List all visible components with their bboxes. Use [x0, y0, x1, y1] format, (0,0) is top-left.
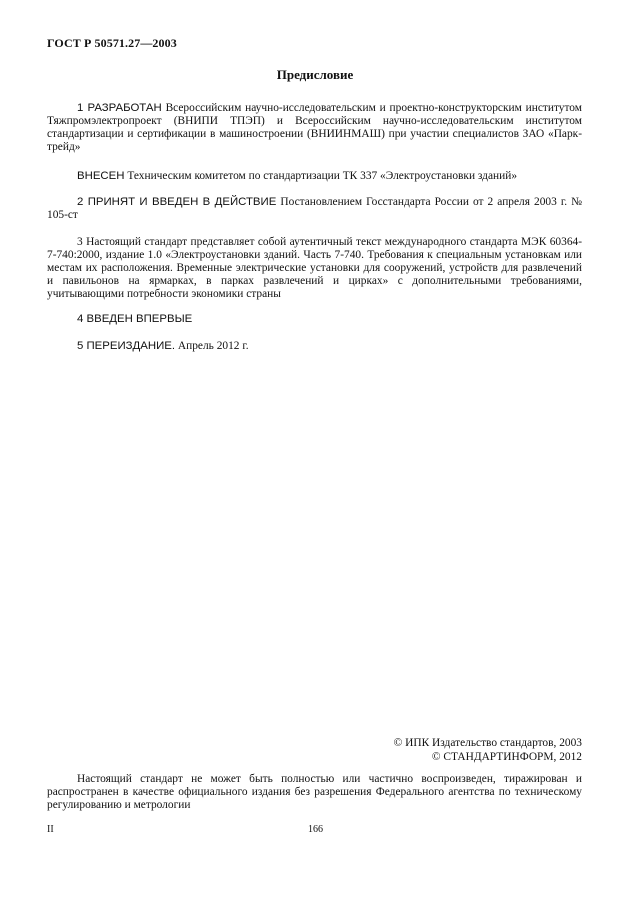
copyright-line-1: © ИПК Издательство стандартов, 2003 — [393, 737, 582, 749]
page-number: 166 — [308, 824, 323, 835]
item-2-text: Постановлением Госстандарта России от 2 апреля 2003 г. № 105-ст — [47, 196, 582, 221]
foreword-item-4 — [47, 313, 582, 326]
item-3-text: 3 Настоящий стандарт представляет собой аутентичный текст международного стандарта МЭК 60364-7-740:2000, издание 1.0 «Электроустановки зданий. Часть 7-740. Требования к специальным установкам или местам их расположения. Временные электрические установки для сооружений, устройств для развлечений и павильонов на ярмарках, в парках развлечений и цирках» с дополнительными требованиями, учитывающими потребности экономики страны — [47, 236, 582, 300]
copyright-line-2: © СТАНДАРТИНФОРМ, 2012 — [431, 751, 582, 763]
item-5-text: Апрель 2012 г. — [177, 340, 249, 352]
page-roman-numeral: II — [47, 824, 54, 835]
item-introduced-text: Техническим комитетом по стандартизации ТК 337 «Электроустановки зданий» — [127, 170, 518, 182]
foreword-item-5 — [47, 340, 582, 353]
copyright-block — [394, 736, 582, 764]
foreword-item-introduced — [47, 170, 582, 183]
foreword-item-1 — [47, 102, 582, 154]
item-2-lead: 2 ПРИНЯТ И ВВЕДЕН В ДЕЙСТВИЕ — [77, 196, 277, 208]
item-4-lead: 4 ВВЕДЕН ВПЕРВЫЕ — [77, 313, 193, 325]
standard-code: ГОСТ Р 50571.27—2003 — [47, 36, 177, 50]
item-5-lead: 5 ПЕРЕИЗДАНИЕ. — [77, 340, 176, 352]
reproduction-notice: Настоящий стандарт не может быть полностью или частично воспроизведен, тиражирован и распространен в качестве официального издания без разрешения Федерального агентства по техническому регулированию и метрологии — [47, 773, 582, 811]
item-1-text: Всероссийским научно-исследовательским и проектно-конструкторским институтом Тяжпромэлектропроект (ВНИПИ ТПЭП) и Всероссийским научно-исследовательским институтом стандартизации и сертификации в машиностроении (ВНИИНМАШ) при участии специалистов ЗАО «Парк-трейд» — [47, 102, 582, 153]
item-1-lead: 1 РАЗРАБОТАН — [77, 102, 162, 114]
foreword-item-3 — [47, 236, 582, 301]
page-title: Предисловие — [276, 67, 354, 82]
foreword-item-2 — [47, 196, 582, 222]
item-introduced-lead: ВНЕСЕН — [77, 170, 125, 182]
